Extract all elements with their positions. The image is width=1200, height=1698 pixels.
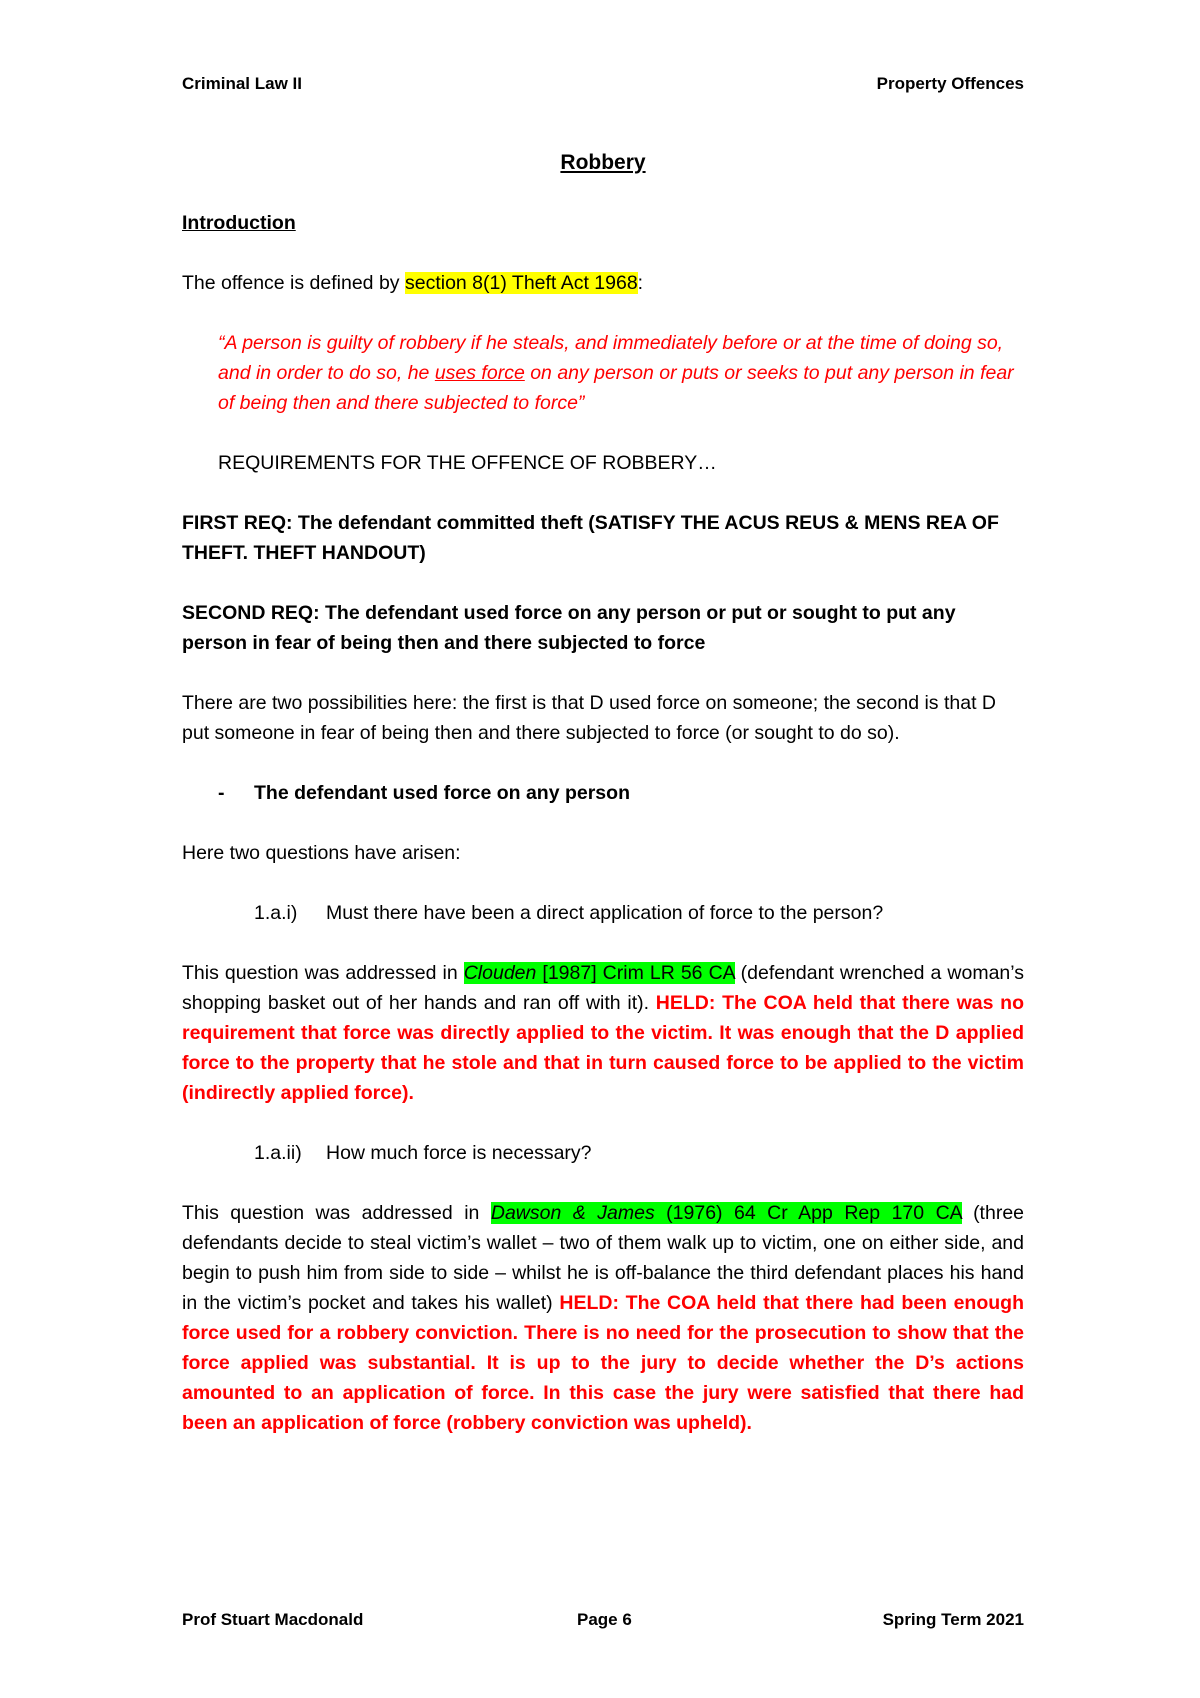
- section-heading-introduction: Introduction: [182, 212, 296, 234]
- page-title: Robbery: [560, 151, 646, 174]
- bullet-used-force: - The defendant used force on any person: [182, 778, 1024, 808]
- case-clouden-highlight: Clouden [1987] Crim LR 56 CA: [463, 962, 735, 984]
- statute-highlight: section 8(1) Theft Act 1968: [404, 272, 638, 294]
- dawson-held: HELD: The COA held that there had been enough force used for a robbery conviction. There is no need for the prosecution to show that the force applied was substantial. It is up to the jury to decide whether the D’s actions amounted to an application of force. In this case the jury were satisfied that there had been an application of force (robbery conviction was upheld).: [182, 1292, 1024, 1434]
- footer-term: Spring Term 2021: [882, 1610, 1024, 1629]
- header-course: Criminal Law II: [182, 74, 302, 93]
- clouden-paragraph: This question was addressed in Clouden [1987] Crim LR 56 CA (defendant wrenched a woman’s shopping basket out of her hands and ran off with it). HELD: The COA held that there was no requirement that force was directly applied to the victim. It was enough that the D applied force to the property that he stole and that in turn caused force to be applied to the victim (indirectly applied force).: [182, 962, 1025, 1104]
- page-header: [182, 74, 1024, 94]
- footer-page-number: Page 6: [577, 1610, 632, 1629]
- page-footer: [182, 1610, 1024, 1630]
- requirements-heading: REQUIREMENTS FOR THE OFFENCE OF ROBBERY…: [218, 452, 717, 474]
- questions-intro: Here two questions have arisen:: [182, 842, 461, 864]
- statute-quote: “A person is guilty of robbery if he steals, and immediately before or at the time of doing so, and in order to do so, he uses force on any person or puts or seeks to put any person in fear of being then and there subjected to force”: [218, 332, 1014, 414]
- document-body: [182, 148, 1024, 1438]
- first-requirement: FIRST REQ: The defendant committed theft (SATISFY THE ACUS REUS & MENS REA OF THEFT. THEFT HANDOUT): [182, 512, 999, 564]
- bullet-dash: -: [218, 782, 225, 804]
- uses-force-underline: uses force: [434, 362, 525, 384]
- case-dawson-highlight: Dawson & James (1976) 64 Cr App Rep 170 CA: [490, 1202, 962, 1224]
- footer-author: Prof Stuart Macdonald: [182, 1610, 364, 1629]
- second-requirement: SECOND REQ: The defendant used force on any person or put or sought to put any person in fear of being then and there subjected to force: [182, 602, 956, 654]
- header-topic: Property Offences: [876, 74, 1024, 93]
- dawson-paragraph: This question was addressed in Dawson & James (1976) 64 Cr App Rep 170 CA (three defendants decide to steal victim’s wallet – two of them walk up to victim, one on either side, and begin to push him from side to side – whilst he is off-balance the third defendant places his hand in the victim’s pocket and takes his wallet) HELD: The COA held that there had been enough force used for a robbery conviction. There is no need for the prosecution to show that the force applied was substantial. It is up to the jury to decide whether the D’s actions amounted to an application of force. In this case the jury were satisfied that there had been an application of force (robbery conviction was upheld).: [182, 1202, 1025, 1434]
- clouden-held: HELD: The COA held that there was no requirement that force was directly applied to the victim. It was enough that the D applied force to the property that he stole and that in turn caused force to be applied to the victim (indirectly applied force).: [182, 992, 1024, 1104]
- definition-paragraph: The offence is defined by section 8(1) Theft Act 1968:: [182, 272, 644, 294]
- possibilities-paragraph: There are two possibilities here: the first is that D used force on someone; the second is that D put someone in fear of being then and there subjected to force (or sought to do so).: [182, 692, 996, 744]
- question-1aii: 1.a.ii) How much force is necessary?: [254, 1142, 592, 1164]
- question-1ai: 1.a.i) Must there have been a direct application of force to the person?: [254, 902, 884, 924]
